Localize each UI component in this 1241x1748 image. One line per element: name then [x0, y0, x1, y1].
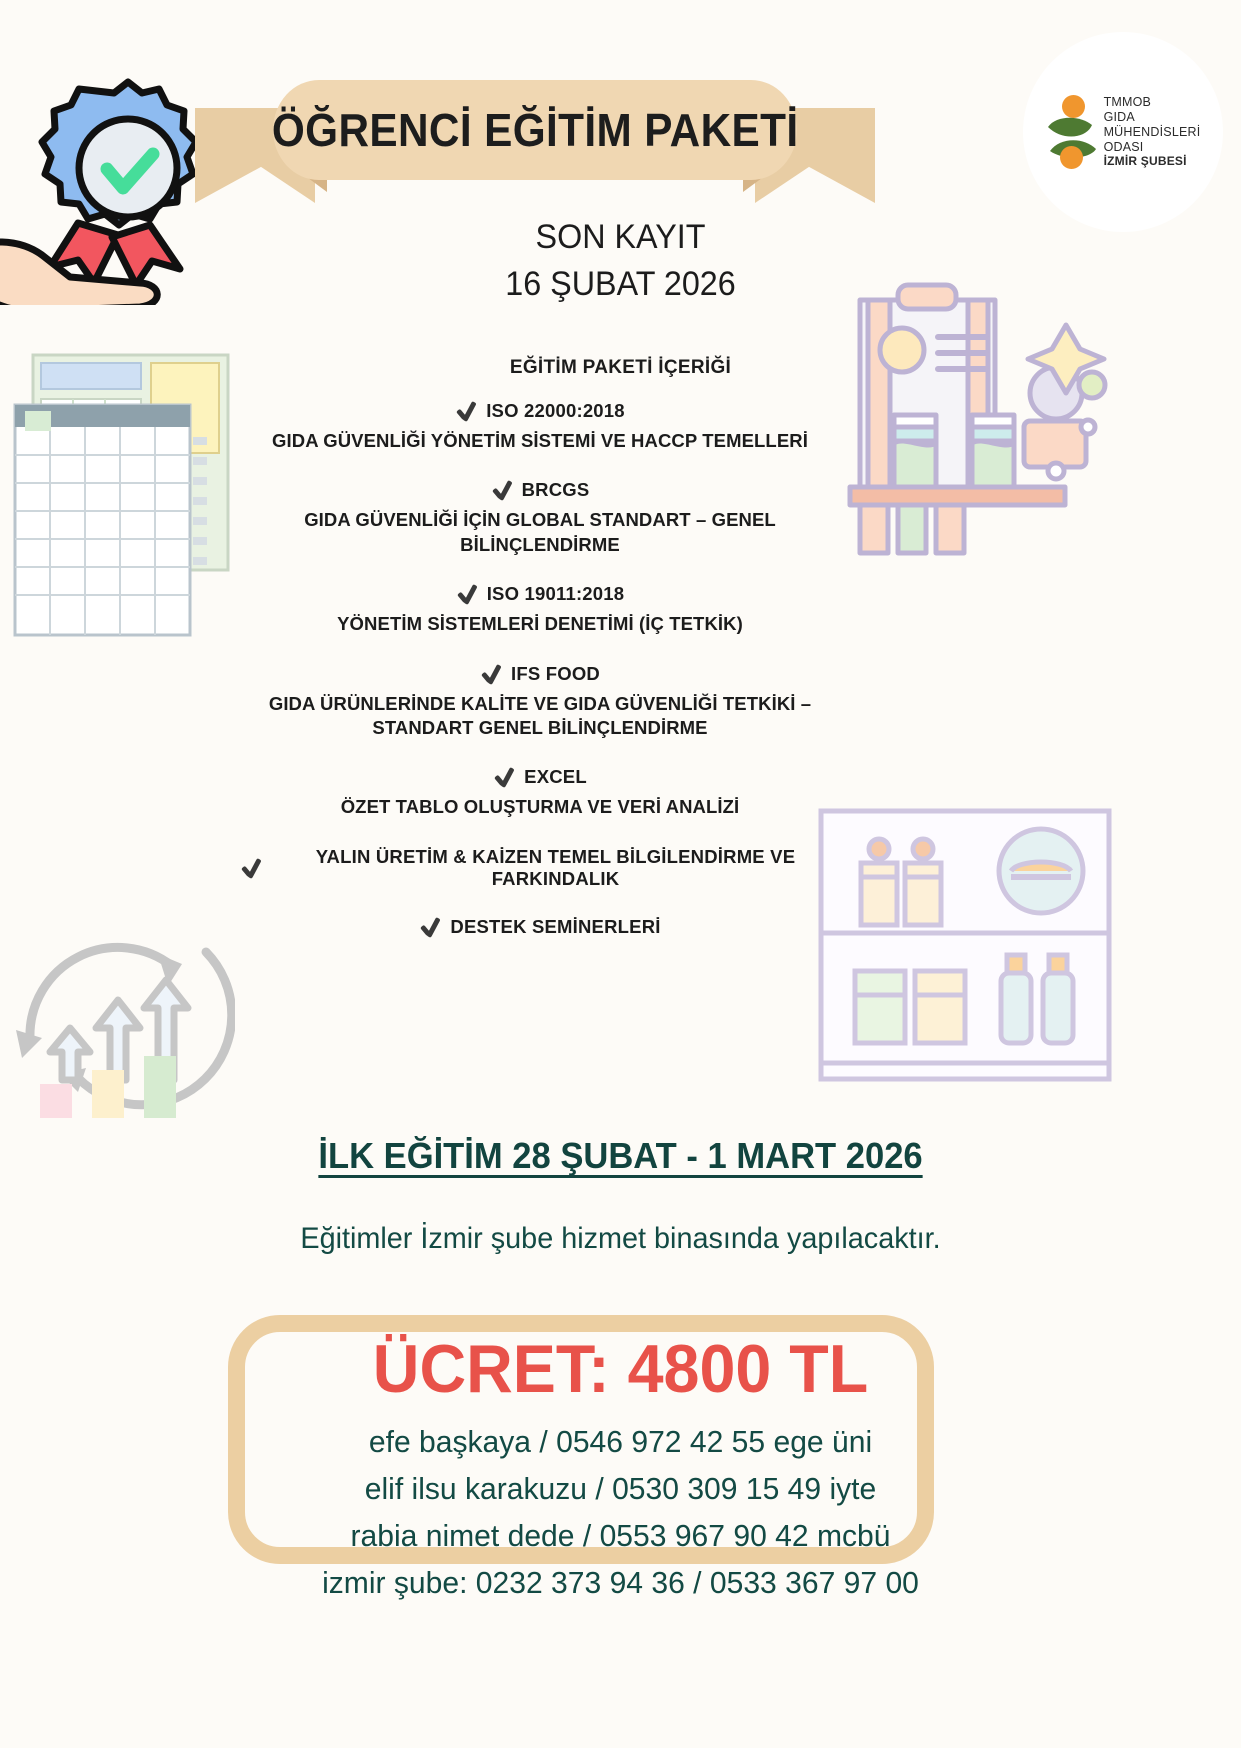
content-section-title: EĞİTİM PAKETİ İÇERİĞİ [509, 357, 732, 378]
contact-row: izmir şube: 0232 373 94 36 / 0533 367 97 00 [322, 1565, 919, 1601]
list-item-head [190, 400, 890, 422]
list-item-desc: ÖZET TABLO OLUŞTURMA VE VERİ ANALİZİ [340, 796, 740, 818]
list-item-desc: GIDA GÜVENLİĞİ YÖNETİM SİSTEMİ VE HACCP TEMELLERİ [272, 430, 808, 451]
list-item [190, 916, 890, 938]
list-item-title: ISO 19011:2018 [486, 583, 625, 605]
list-item-head [240, 846, 840, 890]
list-item-desc: GIDA ÜRÜNLERİNDE KALİTE VE GIDA GÜVENLİĞİ TETKİKİ – STANDART GENEL BİLİNÇLENDİRME [268, 692, 812, 739]
logo-line-odasi: ODASI [1103, 139, 1144, 154]
logo-line-izmir-subesi: İZMİR ŞUBESİ [1103, 154, 1187, 169]
tmmob-logo [1023, 32, 1223, 232]
list-item [190, 400, 890, 453]
contact-list [0, 1418, 1241, 1606]
list-item-title: DESTEK SEMİNERLERİ [450, 915, 661, 937]
logo-dot-bottom [1060, 146, 1083, 169]
deadline-date: 16 ŞUBAT 2026 [505, 265, 736, 303]
list-item-title: YALIN ÜRETİM & KAİZEN TEMEL BİLGİLENDİRME VE FARKINDALIK [315, 845, 796, 889]
package-content-list [190, 400, 890, 964]
check-icon [480, 663, 502, 685]
logo-text [1104, 95, 1201, 168]
list-item [190, 663, 890, 741]
logo-mark-icon [1046, 95, 1098, 169]
list-item-head [190, 479, 890, 501]
logo-line-tmmob: TMMOB [1103, 95, 1152, 110]
list-item-title: BRCGS [521, 479, 590, 501]
list-item-desc: YÖNETİM SİSTEMLERİ DENETİMİ (İÇ TETKİK) [337, 613, 743, 635]
first-training-date: İLK EĞİTİM 28 ŞUBAT - 1 MART 2026 [318, 1135, 923, 1176]
list-item-desc: GIDA GÜVENLİĞİ İÇİN GLOBAL STANDART – GENEL BİLİNÇLENDİRME [304, 509, 776, 555]
list-item-title: EXCEL [524, 766, 587, 788]
list-item-title: IFS FOOD [511, 662, 600, 684]
list-item [190, 766, 890, 819]
logo-line-muhendisleri: MÜHENDİSLERİ [1103, 124, 1201, 139]
poster-title: ÖĞRENCİ EĞİTİM PAKETİ [271, 104, 799, 156]
contact-row: rabia nimet dede / 0553 967 90 42 mcbü [350, 1518, 891, 1554]
ribbon-body [273, 80, 797, 180]
list-item [190, 846, 890, 890]
venue-note: Eğitimler İzmir şube hizmet binasında yapılacaktır. [300, 1222, 941, 1255]
list-item-head [190, 583, 890, 605]
check-icon [455, 400, 477, 422]
check-icon [491, 479, 513, 501]
contact-row: elif ilsu karakuzu / 0530 309 15 49 iyte [364, 1471, 877, 1507]
check-icon [456, 583, 478, 605]
check-icon [419, 916, 441, 938]
check-icon [240, 857, 262, 879]
list-item [190, 583, 890, 636]
list-item-head [190, 663, 890, 685]
list-item-head [190, 766, 890, 788]
list-item [190, 479, 890, 557]
list-item-title: ISO 22000:2018 [486, 400, 625, 421]
price-label: ÜCRET: 4800 TL [372, 1331, 869, 1407]
title-ribbon [195, 80, 875, 205]
list-item-head [190, 916, 890, 938]
contact-row: efe başkaya / 0546 972 42 55 ege üni [368, 1424, 873, 1459]
check-icon [493, 766, 515, 788]
logo-line-gida: GIDA [1103, 110, 1135, 125]
deadline-label: SON KAYIT [535, 218, 706, 256]
